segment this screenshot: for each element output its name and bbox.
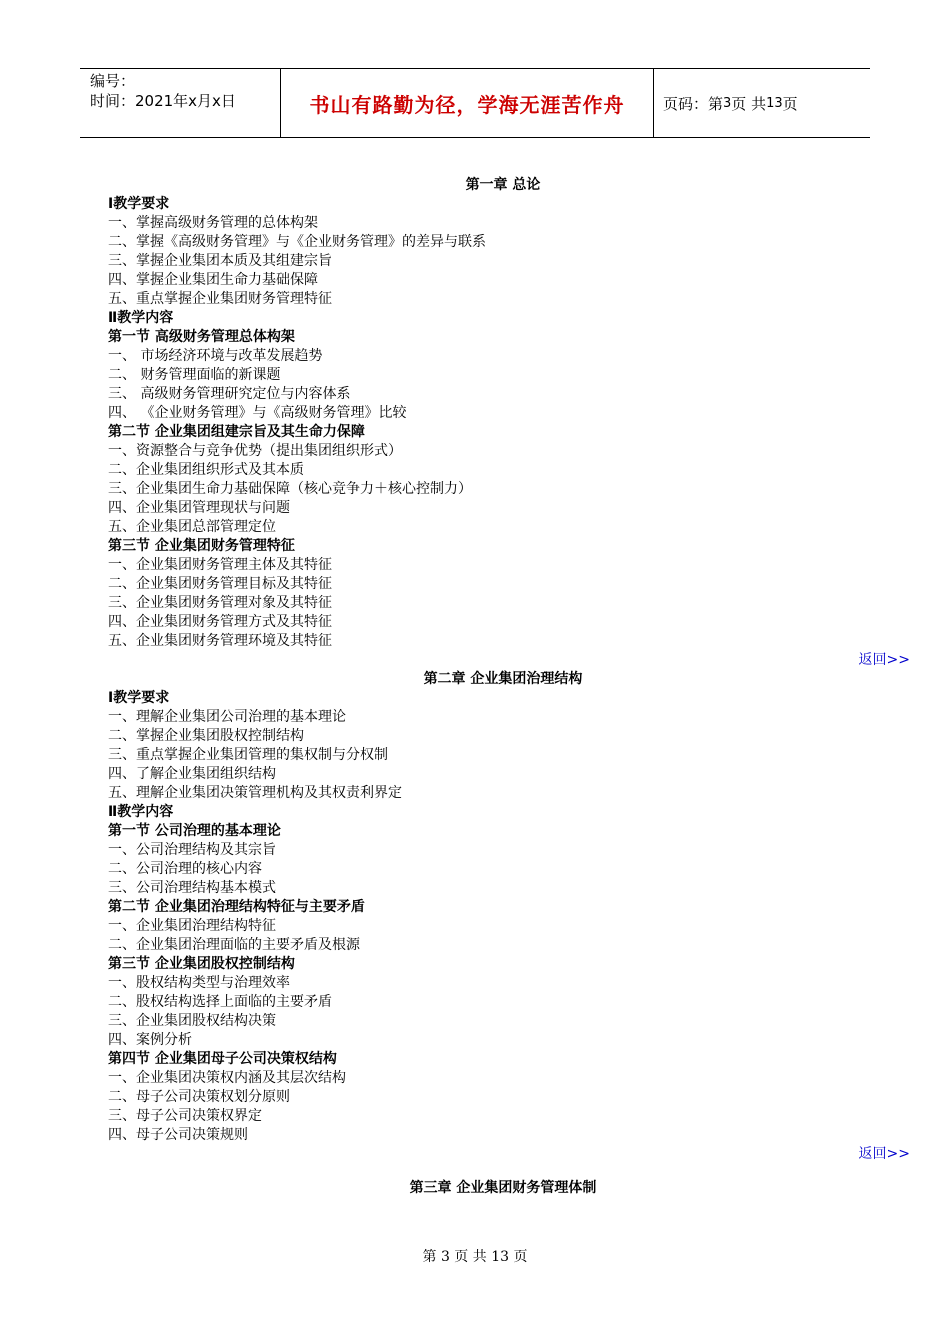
- list-item: 四、掌握企业集团生命力基础保障: [108, 272, 318, 288]
- chapter-title: 第二章 企业集团治理结构: [423, 671, 583, 687]
- list-item: 四、了解企业集团组织结构: [108, 766, 276, 782]
- list-item: 三、企业集团财务管理对象及其特征: [108, 595, 332, 611]
- page-prefix: 页码：第: [663, 94, 724, 113]
- header-meta-cell: [80, 69, 281, 137]
- list-item: 四、母子公司决策规则: [108, 1127, 248, 1143]
- section-heading: 第一节 高级财务管理总体构架: [108, 329, 295, 345]
- list-item: 三、重点掌握企业集团管理的集权制与分权制: [108, 747, 388, 763]
- section-heading: Ⅰ教学要求: [108, 196, 170, 212]
- list-item: 二、股权结构选择上面临的主要矛盾: [108, 994, 332, 1010]
- list-item: 五、企业集团财务管理环境及其特征: [108, 633, 332, 649]
- list-item: 二、母子公司决策权划分原则: [108, 1089, 290, 1105]
- spacer: [108, 1164, 910, 1179]
- section-heading: 第二节 企业集团组建宗旨及其生命力保障: [108, 424, 365, 440]
- list-item: 二、 财务管理面临的新课题: [108, 367, 281, 383]
- list-item: 二、企业集团财务管理目标及其特征: [108, 576, 332, 592]
- document-body: [108, 176, 910, 1198]
- section-heading: 第三节 企业集团股权控制结构: [108, 956, 295, 972]
- page-header: [80, 68, 870, 138]
- list-item: 二、公司治理的核心内容: [108, 861, 262, 877]
- list-item: 一、企业集团财务管理主体及其特征: [108, 557, 332, 573]
- list-item: 一、 市场经济环境与改革发展趋势: [108, 348, 323, 364]
- list-item: 三、公司治理结构基本模式: [108, 880, 276, 896]
- list-item: 四、 《企业财务管理》与《高级财务管理》比较: [108, 405, 407, 421]
- list-item: 五、重点掌握企业集团财务管理特征: [108, 291, 332, 307]
- list-item: 一、公司治理结构及其宗旨: [108, 842, 276, 858]
- list-item: 三、母子公司决策权界定: [108, 1108, 262, 1124]
- back-link[interactable]: 返回>>: [858, 652, 910, 668]
- list-item: 二、掌握企业集团股权控制结构: [108, 728, 304, 744]
- list-item: 一、资源整合与竞争优势（提出集团组织形式）: [108, 443, 402, 459]
- list-item: 四、案例分析: [108, 1032, 192, 1048]
- page-footer: 第 3 页 共 13 页: [422, 1249, 528, 1265]
- list-item: 五、企业集团总部管理定位: [108, 519, 276, 535]
- page-current: 3: [723, 95, 732, 111]
- page-mid: 页 共: [731, 94, 767, 113]
- list-item: 三、 高级财务管理研究定位与内容体系: [108, 386, 351, 402]
- list-item: 一、股权结构类型与治理效率: [108, 975, 290, 991]
- list-item: 二、掌握《高级财务管理》与《企业财务管理》的差异与联系: [108, 234, 486, 250]
- section-heading: Ⅱ教学内容: [108, 310, 174, 326]
- back-link[interactable]: 返回>>: [858, 1146, 910, 1162]
- section-heading: Ⅰ教学要求: [108, 690, 170, 706]
- chapter-title: 第一章 总论: [465, 177, 541, 193]
- list-item: 五、理解企业集团决策管理机构及其权责利界定: [108, 785, 402, 801]
- section-heading: 第三节 企业集团财务管理特征: [108, 538, 295, 554]
- list-item: 三、企业集团股权结构决策: [108, 1013, 276, 1029]
- list-item: 二、企业集团组织形式及其本质: [108, 462, 304, 478]
- list-item: 一、企业集团决策权内涵及其层次结构: [108, 1070, 346, 1086]
- document-time-label: 时间：2021年x月x日: [90, 92, 236, 110]
- chapter-title: 第三章 企业集团财务管理体制: [409, 1180, 597, 1196]
- list-item: 三、企业集团生命力基础保障（核心竞争力＋核心控制力）: [108, 481, 472, 497]
- list-item: 一、掌握高级财务管理的总体构架: [108, 215, 318, 231]
- page-total: 13: [766, 95, 783, 111]
- section-heading: 第四节 企业集团母子公司决策权结构: [108, 1051, 337, 1067]
- section-heading: Ⅱ教学内容: [108, 804, 174, 820]
- header-motto: 书山有路勤为径，学海无涯苦作舟: [281, 69, 654, 137]
- list-item: 四、企业集团管理现状与问题: [108, 500, 290, 516]
- section-heading: 第二节 企业集团治理结构特征与主要矛盾: [108, 899, 365, 915]
- list-item: 四、企业集团财务管理方式及其特征: [108, 614, 332, 630]
- list-item: 二、企业集团治理面临的主要矛盾及根源: [108, 937, 360, 953]
- section-heading: 第一节 公司治理的基本理论: [108, 823, 281, 839]
- header-page-indicator: [654, 69, 870, 137]
- list-item: 三、掌握企业集团本质及其组建宗旨: [108, 253, 332, 269]
- page-suffix: 页: [782, 94, 798, 113]
- list-item: 一、企业集团治理结构特征: [108, 918, 276, 934]
- document-number-label: 编号：: [90, 72, 136, 90]
- list-item: 一、理解企业集团公司治理的基本理论: [108, 709, 346, 725]
